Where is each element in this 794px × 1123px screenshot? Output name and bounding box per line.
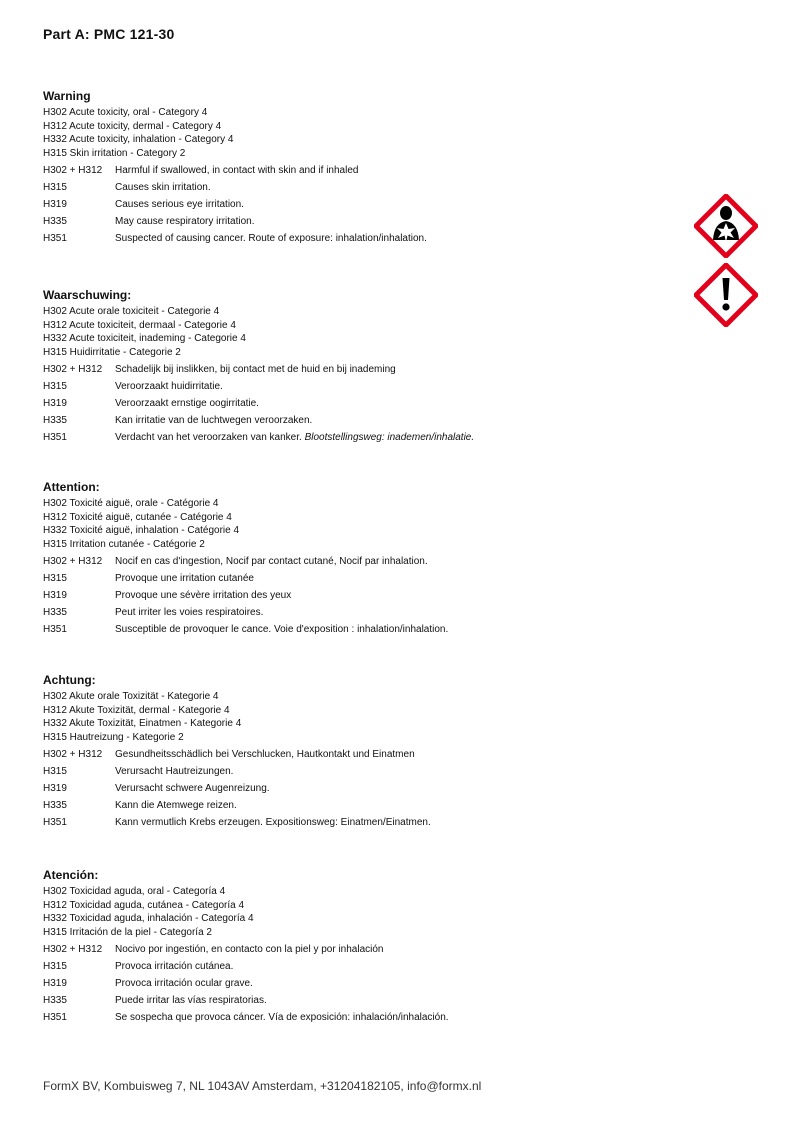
classification-line: H315 Irritation cutanée - Catégorie 2 <box>43 538 205 550</box>
hazard-statement <box>43 199 683 211</box>
hazard-statement <box>43 415 683 427</box>
section-heading: Warning <box>43 89 91 103</box>
hazard-text: Provoca irritación cutánea. <box>115 961 234 972</box>
hazard-text: Puede irritar las vías respiratorias. <box>115 995 267 1006</box>
hazard-statement <box>43 590 683 602</box>
hazard-statement <box>43 233 683 245</box>
hazard-statement <box>43 766 683 778</box>
hazard-text: Nocif en cas d'ingestion, Nocif par contact cutané, Nocif par inhalation. <box>115 556 428 567</box>
hazard-text: Veroorzaakt huidirritatie. <box>115 381 223 392</box>
section-nl <box>43 288 683 444</box>
classification-list <box>43 885 683 939</box>
hazard-code: H351 <box>43 817 67 828</box>
hazard-code: H335 <box>43 607 67 618</box>
hazard-code: H315 <box>43 182 67 193</box>
section-de <box>43 673 683 829</box>
classification-line: H332 Acute toxiciteit, inademing - Categorie 4 <box>43 333 246 344</box>
classification-line: H312 Akute Toxizität, dermal - Kategorie 4 <box>43 704 230 716</box>
hazard-code: H302 + H312 <box>43 364 103 375</box>
hazard-code: H315 <box>43 573 67 584</box>
hazard-statement <box>43 817 683 829</box>
hazard-text: Verursacht Hautreizungen. <box>115 766 234 777</box>
hazard-text: Veroorzaakt ernstige oogirritatie. <box>115 398 259 409</box>
hazard-text: Kann die Atemwege reizen. <box>115 800 237 811</box>
section-heading: Attention: <box>43 480 100 494</box>
classification-line: H302 Toxicité aiguë, orale - Catégorie 4 <box>43 498 219 509</box>
classification-line: H332 Acute toxicity, inhalation - Category 4 <box>43 134 234 145</box>
hazard-text: Verursacht schwere Augenreizung. <box>115 783 270 794</box>
hazard-statement <box>43 182 683 194</box>
hazard-code: H302 + H312 <box>43 165 103 176</box>
hazard-text-route: Blootstellingsweg: inademen/inhalatie. <box>304 432 475 443</box>
section-heading: Waarschuwing: <box>43 288 132 302</box>
hazard-text: Nocivo por ingestión, en contacto con la piel y por inhalación <box>115 944 384 955</box>
hazard-code: H315 <box>43 766 67 777</box>
hazard-statement <box>43 800 683 812</box>
company-footer: FormX BV, Kombuisweg 7, NL 1043AV Amsterdam, +31204182105, info@formx.nl <box>43 1079 482 1093</box>
hazard-statement <box>43 432 683 444</box>
hazard-code: H302 + H312 <box>43 749 103 760</box>
hazard-statement <box>43 216 683 228</box>
section-fr <box>43 480 683 636</box>
hazard-code: H315 <box>43 961 67 972</box>
section-en <box>43 89 683 245</box>
classification-line: H312 Toxicidad aguda, cutánea - Categoría 4 <box>43 899 245 911</box>
classification-line: H302 Akute orale Toxizität - Kategorie 4 <box>43 691 219 702</box>
hazard-text: Harmful if swallowed, in contact with skin and if inhaled <box>115 165 359 176</box>
hazard-statement <box>43 995 683 1007</box>
hazard-text: Se sospecha que provoca cáncer. Vía de exposición: inhalación/inhalación. <box>115 1012 449 1023</box>
hazard-statement <box>43 624 683 636</box>
hazard-code: H351 <box>43 624 67 635</box>
hazard-code: H335 <box>43 216 67 227</box>
hazard-statement <box>43 749 683 761</box>
exclamation-mark-icon <box>694 263 758 327</box>
hazard-text: Peut irriter les voies respiratoires. <box>115 607 264 618</box>
hazard-code: H351 <box>43 1012 67 1023</box>
health-hazard-icon <box>694 194 758 258</box>
hazard-text: Kan irritatie van de luchtwegen veroorzaken. <box>115 415 313 426</box>
classification-list <box>43 305 683 359</box>
classification-line: H302 Acute toxicity, oral - Category 4 <box>43 107 208 118</box>
hazard-code: H319 <box>43 398 67 409</box>
hazard-code: H302 + H312 <box>43 944 103 955</box>
classification-list <box>43 690 683 744</box>
hazard-text: Provoque une irritation cutanée <box>115 573 254 584</box>
classification-line: H315 Irritación de la piel - Categoría 2 <box>43 926 212 938</box>
hazard-code: H319 <box>43 199 67 210</box>
hazard-code: H319 <box>43 590 67 601</box>
hazard-code: H351 <box>43 233 67 244</box>
classification-list <box>43 106 683 160</box>
classification-line: H315 Huidirritatie - Categorie 2 <box>43 346 181 358</box>
hazard-code: H335 <box>43 415 67 426</box>
hazard-statement <box>43 607 683 619</box>
hazard-text: Susceptible de provoquer le cance. Voie d'exposition : inhalation/inhalation. <box>115 624 449 635</box>
classification-line: H312 Toxicité aiguë, cutanée - Catégorie 4 <box>43 511 232 523</box>
hazard-code: H319 <box>43 783 67 794</box>
classification-list <box>43 497 683 551</box>
hazard-text: Schadelijk bij inslikken, bij contact met de huid en bij inademing <box>115 364 396 375</box>
hazard-statement <box>43 783 683 795</box>
hazard-text: Provoca irritación ocular grave. <box>115 978 253 989</box>
classification-line: H302 Toxicidad aguda, oral - Categoría 4 <box>43 886 226 897</box>
section-es <box>43 868 683 1024</box>
section-heading: Atención: <box>43 868 99 882</box>
hazard-statement <box>43 364 683 376</box>
hazard-code: H319 <box>43 978 67 989</box>
classification-line: H302 Acute orale toxiciteit - Categorie 4 <box>43 306 220 317</box>
hazard-statement <box>43 165 683 177</box>
hazard-text: Verdacht van het veroorzaken van kanker. <box>115 432 302 443</box>
hazard-code: H335 <box>43 800 67 811</box>
hazard-code: H302 + H312 <box>43 556 103 567</box>
hazard-statement <box>43 944 683 956</box>
hazard-statement <box>43 573 683 585</box>
hazard-code: H315 <box>43 381 67 392</box>
hazard-statement <box>43 1012 683 1024</box>
hazard-statement <box>43 556 683 568</box>
hazard-statement <box>43 961 683 973</box>
classification-line: H312 Acute toxicity, dermal - Category 4 <box>43 120 222 132</box>
hazard-text: Suspected of causing cancer. Route of exposure: inhalation/inhalation. <box>115 233 427 244</box>
hazard-text: May cause respiratory irritation. <box>115 216 255 227</box>
section-heading: Achtung: <box>43 673 96 687</box>
hazard-statement <box>43 978 683 990</box>
hazard-statement <box>43 381 683 393</box>
hazard-code: H335 <box>43 995 67 1006</box>
hazard-text: Causes serious eye irritation. <box>115 199 244 210</box>
classification-line: H315 Hautreizung - Kategorie 2 <box>43 731 184 743</box>
classification-line: H332 Akute Toxizität, Einatmen - Kategorie 4 <box>43 718 242 729</box>
hazard-code: H351 <box>43 432 67 443</box>
page-title: Part A: PMC 121-30 <box>43 26 175 42</box>
classification-line: H315 Skin irritation - Category 2 <box>43 147 186 159</box>
hazard-text: Kann vermutlich Krebs erzeugen. Expositionsweg: Einatmen/Einatmen. <box>115 817 431 828</box>
classification-line: H332 Toxicité aiguë, inhalation - Catégorie 4 <box>43 525 240 536</box>
hazard-text: Gesundheitsschädlich bei Verschlucken, Hautkontakt und Einatmen <box>115 749 415 760</box>
hazard-text: Provoque une sévère irritation des yeux <box>115 590 292 601</box>
classification-line: H332 Toxicidad aguda, inhalación - Categoría 4 <box>43 913 254 924</box>
classification-line: H312 Acute toxiciteit, dermaal - Categorie 4 <box>43 319 236 331</box>
hazard-text: Causes skin irritation. <box>115 182 211 193</box>
hazard-statement <box>43 398 683 410</box>
